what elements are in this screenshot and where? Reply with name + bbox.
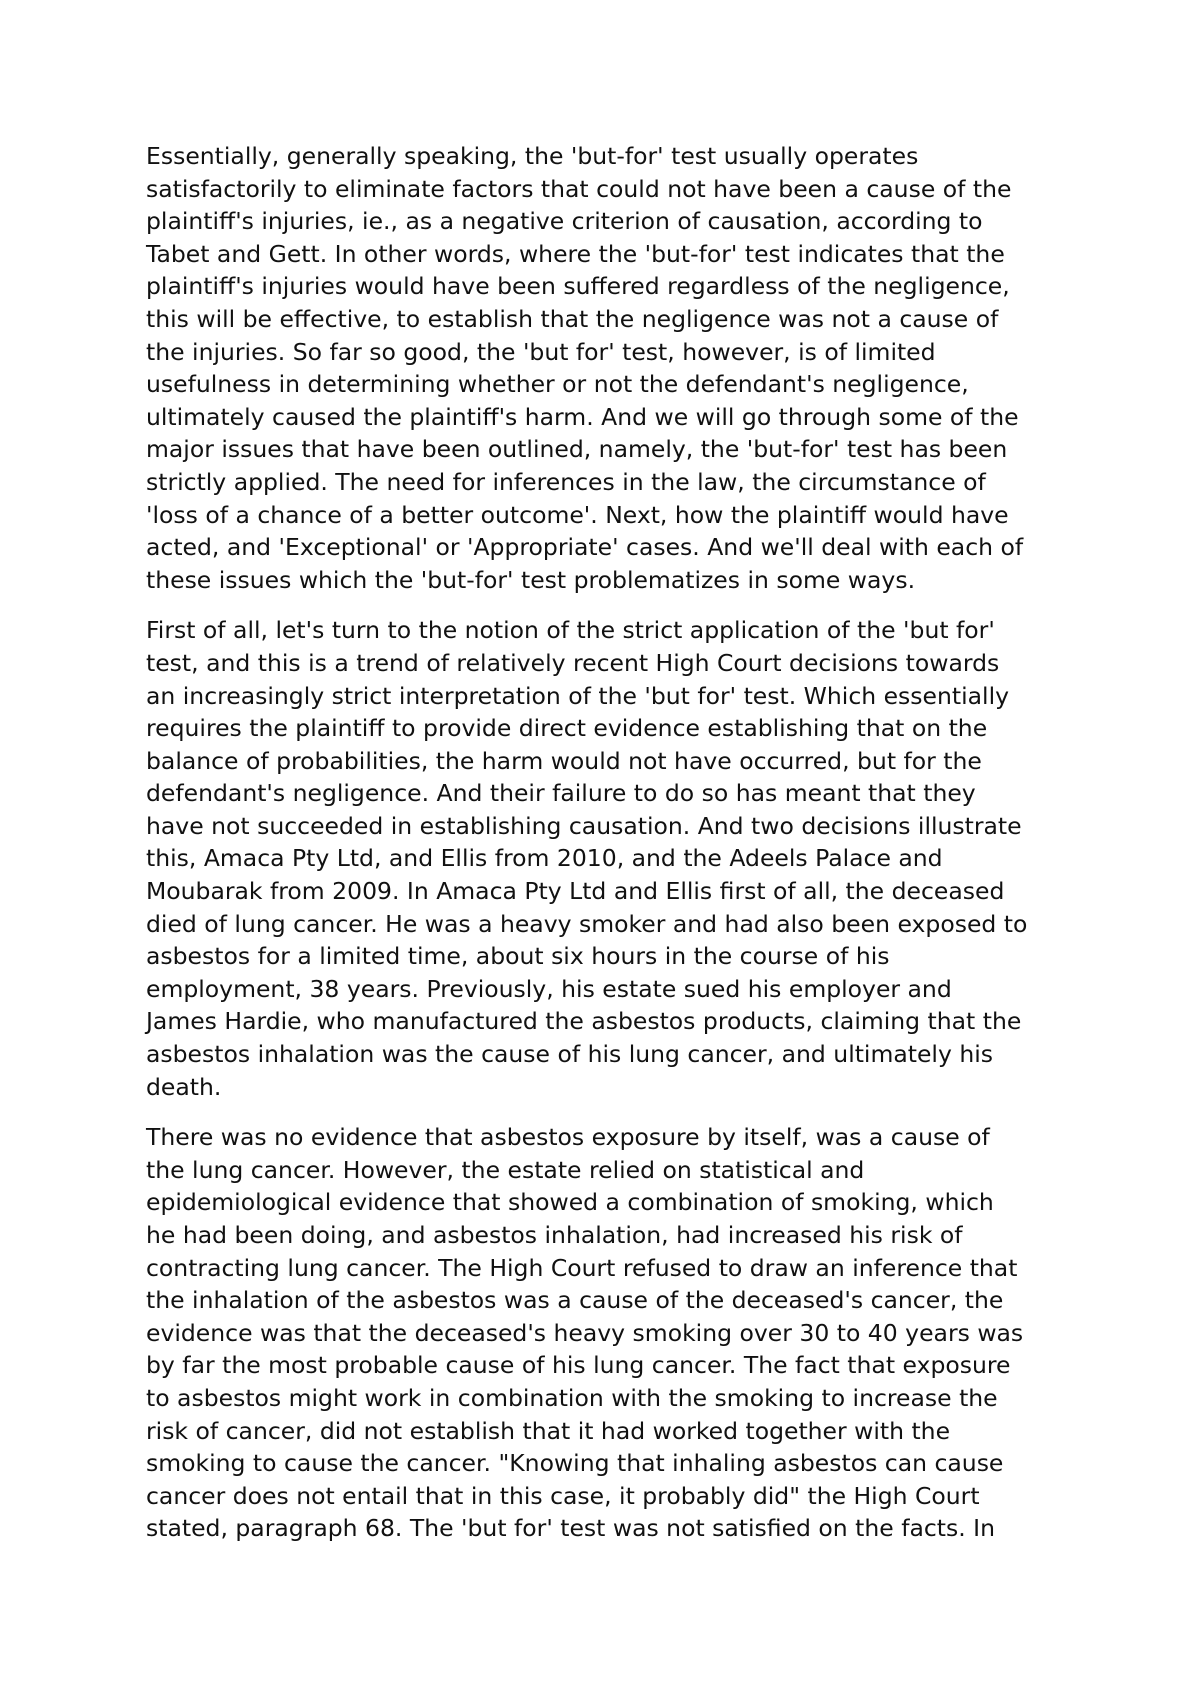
text-line: died of lung cancer. He was a heavy smoker and had also been exposed to	[146, 909, 1028, 938]
text-line: plaintiff's injuries would have been suffered regardless of the negligence,	[146, 272, 1010, 301]
text-line: requires the plaintiff to provide direct evidence establishing that on the	[146, 714, 988, 743]
text-line: major issues that have been outlined, namely, the 'but-for' test has been	[146, 435, 1008, 464]
text-line: 'loss of a chance of a better outcome'. Next, how the plaintiff would have	[146, 500, 1009, 529]
text-line: First of all, let's turn to the notion of the strict application of the 'but for'	[146, 616, 995, 645]
text-line: risk of cancer, did not establish that it had worked together with the	[146, 1416, 951, 1445]
text-line: cancer does not entail that in this case, it probably did" the High Court	[146, 1481, 980, 1510]
text-line: to asbestos might work in combination with the smoking to increase the	[146, 1383, 998, 1412]
text-line: stated, paragraph 68. The 'but for' test was not satisfied on the facts. In	[146, 1514, 996, 1543]
text-line: these issues which the 'but-for' test problematizes in some ways.	[146, 565, 916, 594]
text-line: James Hardie, who manufactured the asbestos products, claiming that the	[146, 1007, 1022, 1036]
text-line: evidence was that the deceased's heavy smoking over 30 to 40 years was	[146, 1318, 1024, 1347]
text-line: contracting lung cancer. The High Court refused to draw an inference that	[146, 1253, 1018, 1282]
text-line: Moubarak from 2009. In Amaca Pty Ltd and Ellis first of all, the deceased	[146, 877, 1005, 906]
text-line: test, and this is a trend of relatively recent High Court decisions towards	[146, 648, 1000, 677]
text-line: epidemiological evidence that showed a combination of smoking, which	[146, 1188, 994, 1217]
text-line: Tabet and Gett. In other words, where the 'but-for' test indicates that the	[146, 239, 1005, 268]
text-line: smoking to cause the cancer. "Knowing that inhaling asbestos can cause	[146, 1449, 1004, 1478]
paragraph-3	[146, 1121, 1066, 1545]
text-line: There was no evidence that asbestos exposure by itself, was a cause of	[146, 1123, 990, 1152]
text-line: ultimately caused the plaintiff's harm. And we will go through some of the	[146, 402, 1019, 431]
text-line: asbestos inhalation was the cause of his lung cancer, and ultimately his	[146, 1040, 993, 1069]
text-line: usefulness in determining whether or not the defendant's negligence,	[146, 370, 969, 399]
text-line: plaintiff's injuries, ie., as a negative criterion of causation, according to	[146, 207, 983, 236]
text-line: satisfactorily to eliminate factors that could not have been a cause of the	[146, 174, 1012, 203]
text-line: this, Amaca Pty Ltd, and Ellis from 2010, and the Adeels Palace and	[146, 844, 943, 873]
text-line: the inhalation of the asbestos was a cause of the deceased's cancer, the	[146, 1286, 1004, 1315]
text-line: asbestos for a limited time, about six hours in the course of his	[146, 942, 890, 971]
text-line: defendant's negligence. And their failure to do so has meant that they	[146, 779, 976, 808]
text-line: Essentially, generally speaking, the 'but-for' test usually operates	[146, 142, 919, 170]
text-line: this will be effective, to establish that the negligence was not a cause of	[146, 304, 999, 333]
text-line: the injuries. So far so good, the 'but for' test, however, is of limited	[146, 337, 936, 366]
text-line: balance of probabilities, the harm would not have occurred, but for the	[146, 746, 982, 775]
document-body	[146, 140, 1066, 1563]
paragraph-2	[146, 614, 1066, 1103]
text-line: an increasingly strict interpretation of the 'but for' test. Which essentially	[146, 681, 1010, 710]
text-line: by far the most probable cause of his lung cancer. The fact that exposure	[146, 1351, 1011, 1380]
text-line: acted, and 'Exceptional' or 'Appropriate' cases. And we'll deal with each of	[146, 533, 1024, 562]
text-line: have not succeeded in establishing causation. And two decisions illustrate	[146, 811, 1022, 840]
text-line: death.	[146, 1072, 222, 1101]
text-line: employment, 38 years. Previously, his estate sued his employer and	[146, 974, 952, 1003]
text-line: the lung cancer. However, the estate relied on statistical and	[146, 1155, 865, 1184]
text-line: strictly applied. The need for inferences in the law, the circumstance of	[146, 467, 986, 496]
text-line: he had been doing, and asbestos inhalation, had increased his risk of	[146, 1221, 963, 1249]
paragraph-1	[146, 140, 1066, 596]
